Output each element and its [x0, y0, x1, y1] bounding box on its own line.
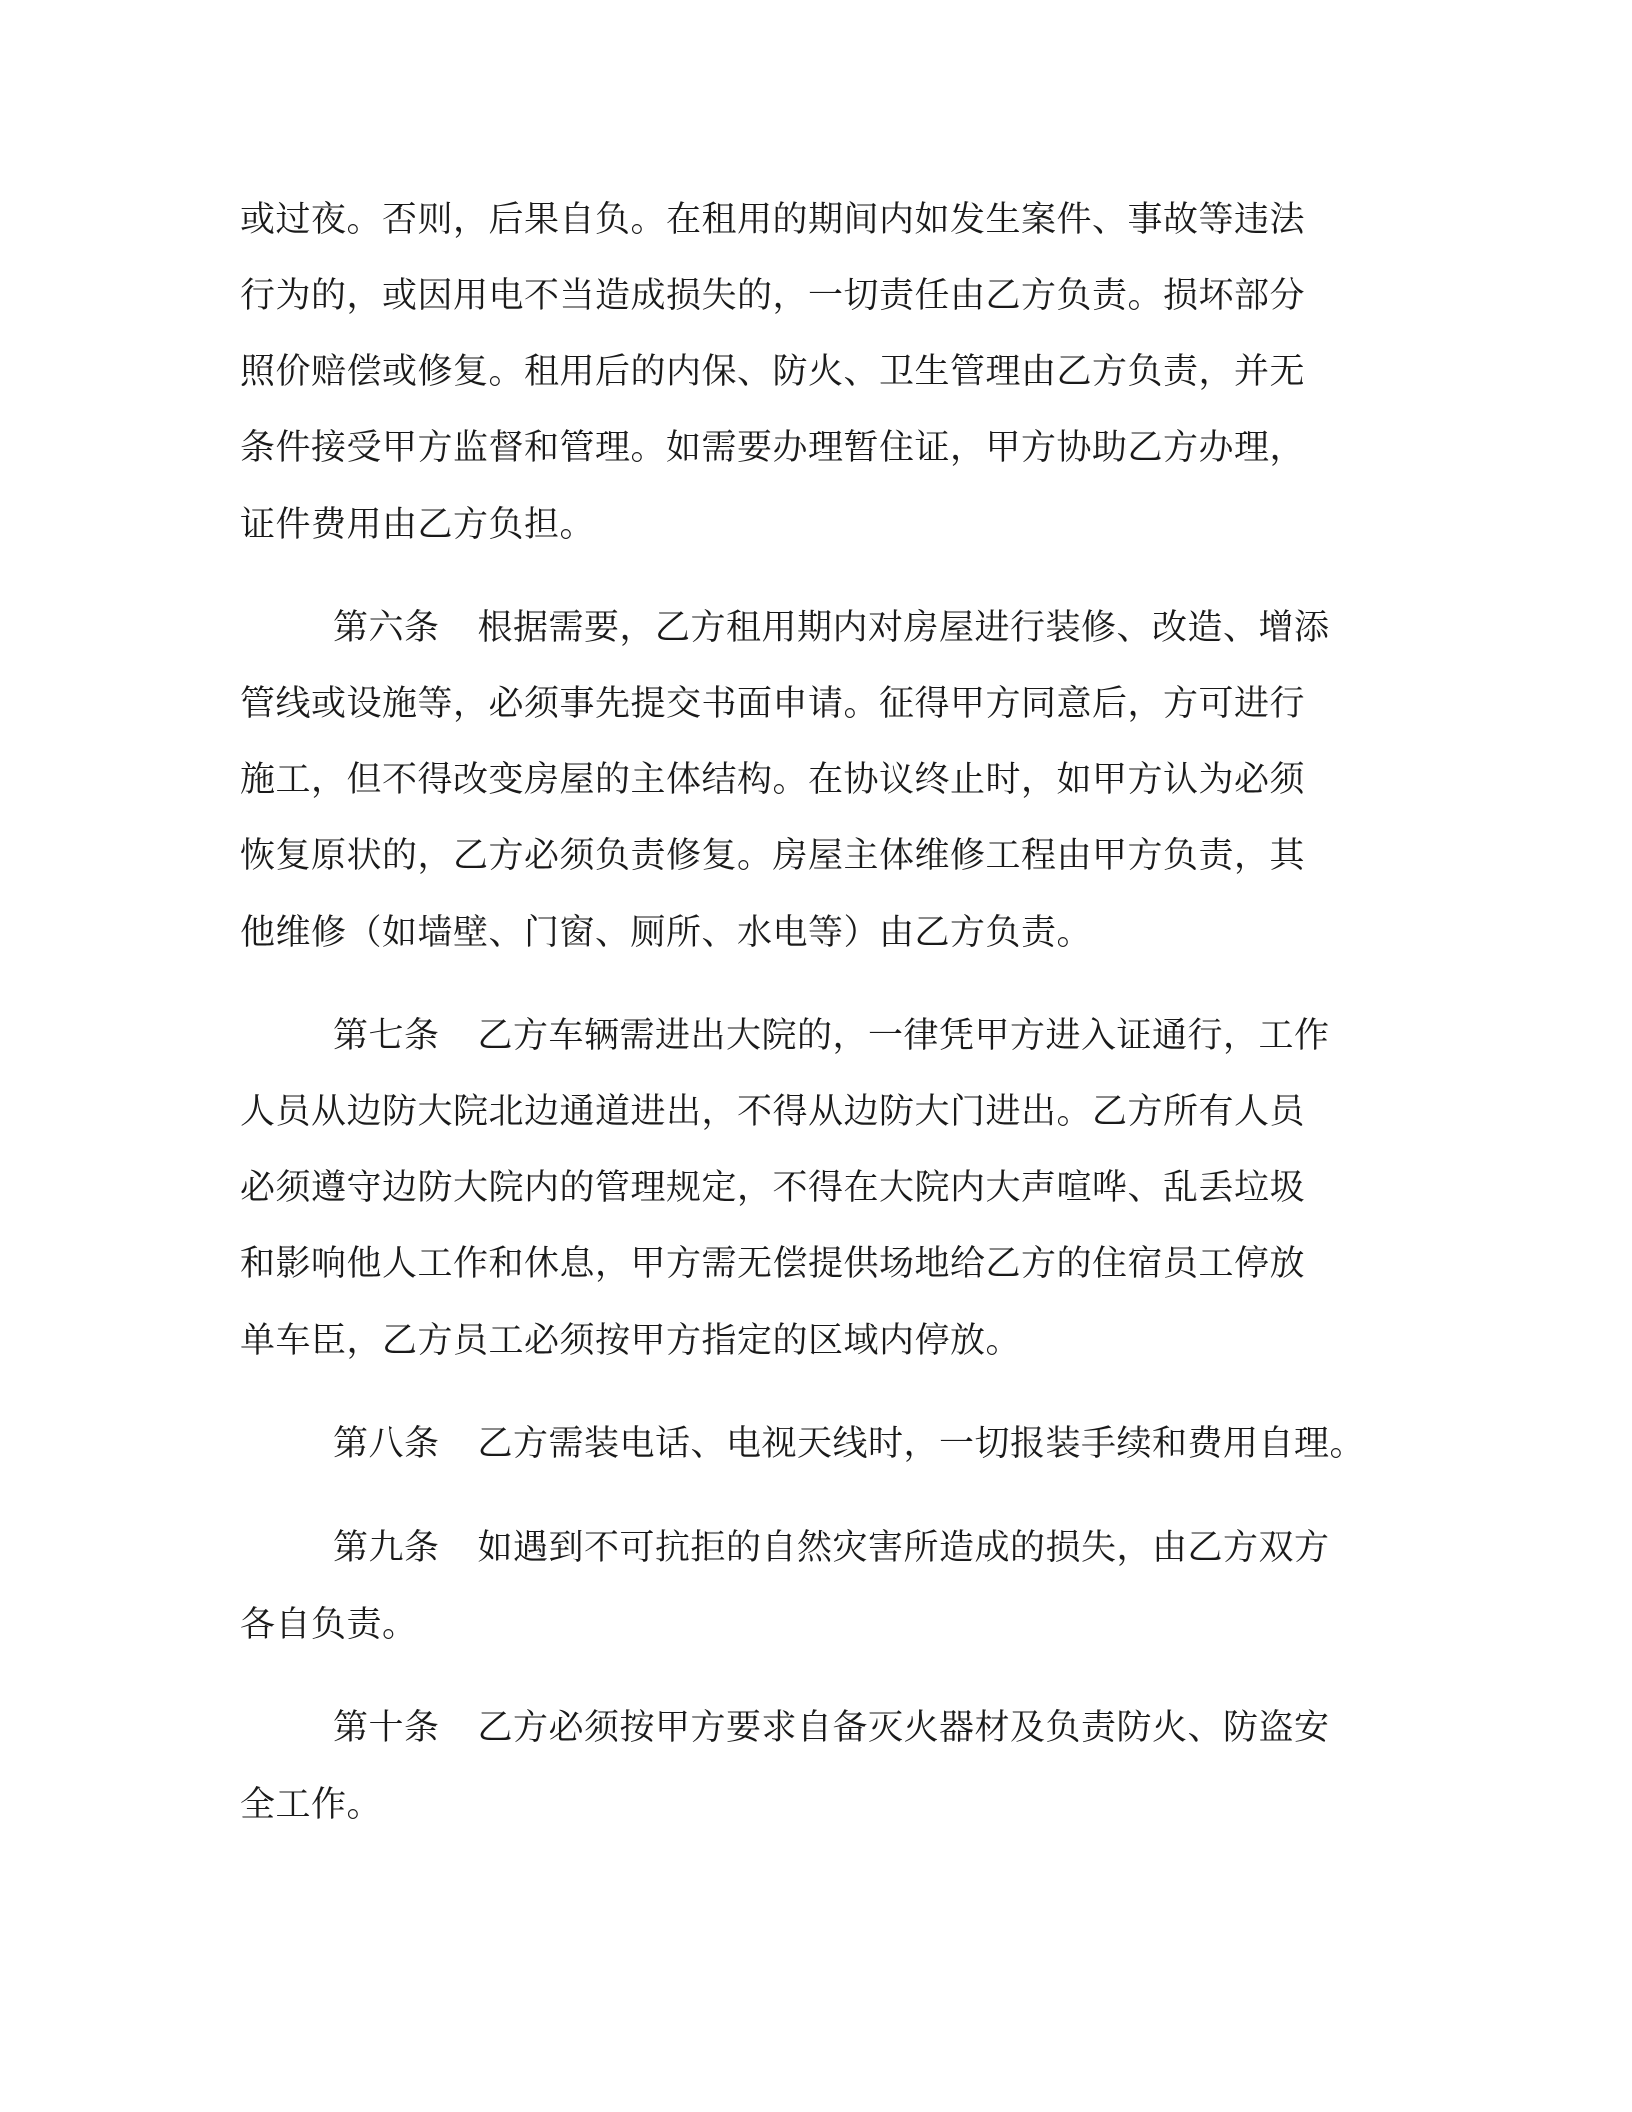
- article-10-first-line: [333, 1704, 1330, 1752]
- text-line: 施工，但不得改变房屋的主体结构。在协议终止时，如甲方认为必须: [240, 760, 1306, 800]
- text-line: 单车臣，乙方员工必须按甲方指定的区域内停放。: [240, 1321, 1022, 1361]
- article-number: 第十条: [333, 1708, 440, 1748]
- text-line: 证件费用由乙方负担。: [240, 505, 596, 545]
- article-8-first-line: [333, 1420, 1365, 1468]
- article-7-first-line: [333, 1012, 1330, 1060]
- article-6-first-line: [333, 604, 1330, 652]
- text-line: 乙方必须按甲方要求自备灭火器材及负责防火、防盗安: [477, 1708, 1330, 1748]
- text-line: 恢复原状的，乙方必须负责修复。房屋主体维修工程由甲方负责，其: [240, 836, 1306, 876]
- text-line: 乙方需装电话、电视天线时，一切报装手续和费用自理。: [477, 1424, 1366, 1464]
- article-number: 第七条: [333, 1016, 440, 1056]
- text-line: 行为的，或因用电不当造成损失的，一切责任由乙方负责。损坏部分: [240, 276, 1306, 316]
- text-line: 和影响他人工作和休息，甲方需无偿提供场地给乙方的住宿员工停放: [240, 1244, 1306, 1284]
- article-number: 第九条: [333, 1528, 440, 1568]
- text-line: 照价赔偿或修复。租用后的内保、防火、卫生管理由乙方负责，并无: [240, 352, 1306, 392]
- text-line: 人员从边防大院北边通道进出，不得从边防大门进出。乙方所有人员: [240, 1092, 1306, 1132]
- article-9-first-line: [333, 1524, 1330, 1572]
- text-line: 根据需要，乙方租用期内对房屋进行装修、改造、增添: [477, 608, 1330, 648]
- text-line: 管线或设施等，必须事先提交书面申请。征得甲方同意后，方可进行: [240, 684, 1306, 724]
- text-line: 全工作。: [240, 1785, 383, 1825]
- text-line: 条件接受甲方监督和管理。如需要办理暂住证，甲方协助乙方办理，: [240, 428, 1306, 468]
- text-line: 乙方车辆需进出大院的，一律凭甲方进入证通行，工作: [477, 1016, 1330, 1056]
- text-line: 他维修（如墙壁、门窗、厕所、水电等）由乙方负责。: [240, 913, 1093, 953]
- text-line: 如遇到不可抗拒的自然灾害所造成的损失，由乙方双方: [477, 1528, 1330, 1568]
- article-number: 第六条: [333, 608, 440, 648]
- article-number: 第八条: [333, 1424, 440, 1464]
- text-line: 必须遵守边防大院内的管理规定，不得在大院内大声喧哗、乱丢垃圾: [240, 1168, 1306, 1208]
- text-line: 或过夜。否则，后果自负。在租用的期间内如发生案件、事故等违法: [240, 200, 1306, 240]
- text-line: 各自负责。: [240, 1605, 418, 1645]
